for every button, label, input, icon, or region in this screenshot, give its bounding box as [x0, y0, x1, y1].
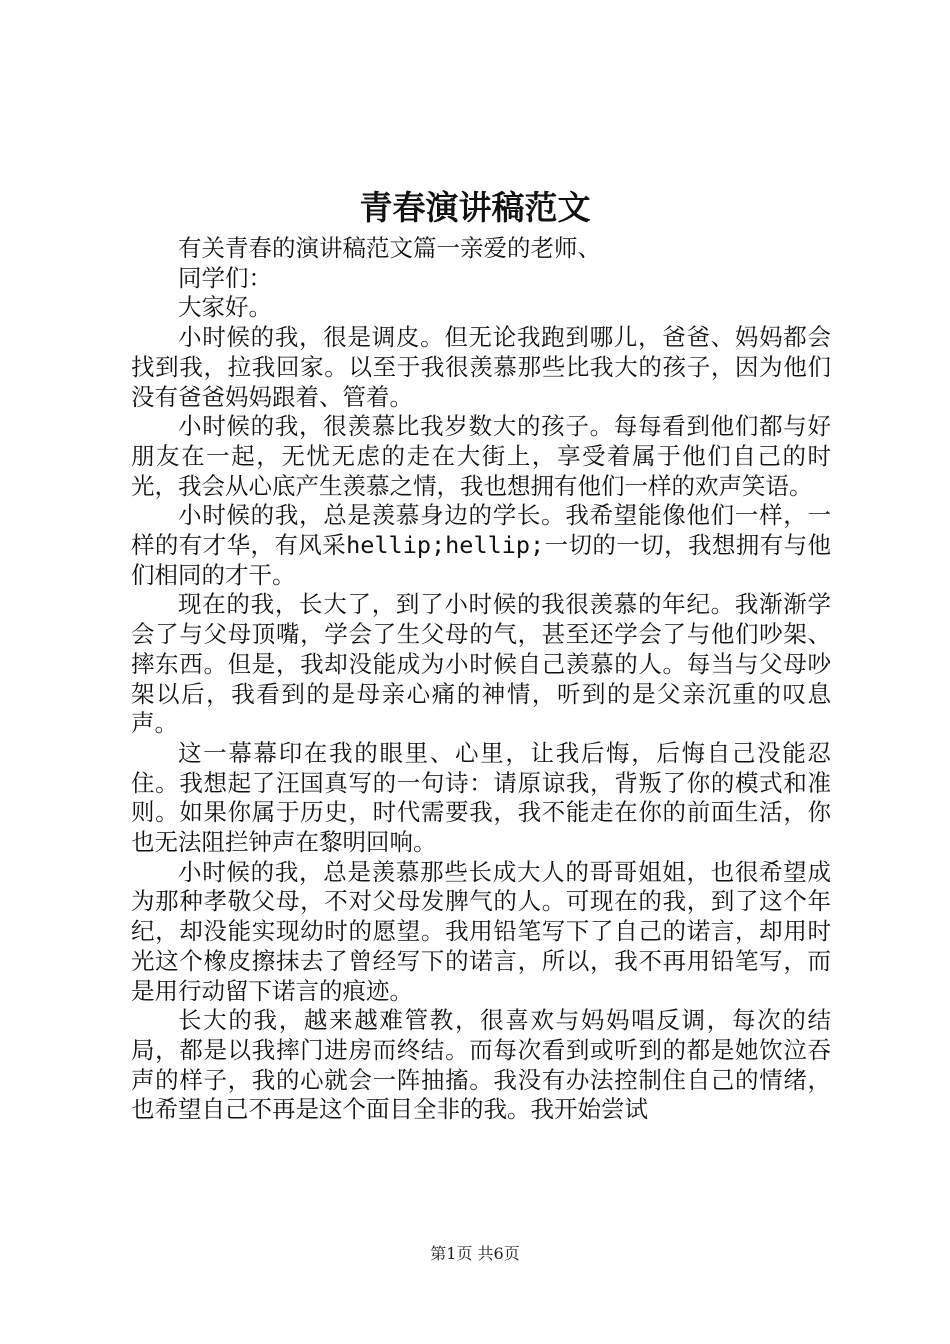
document-title: 青春演讲稿范文 — [359, 188, 591, 227]
paragraph: 这一幕幕印在我的眼里、心里，让我后悔，后悔自己没能忍住。我想起了汪国真写的一句诗：请原谅我，背叛了你的模式和准则。如果你属于历史，时代需要我，我不能走在你的前面生活，你也无法阻拦钟声在黎明回响。 — [131, 738, 831, 857]
paragraph: 现在的我，长大了，到了小时候的我很羡慕的年纪。我渐渐学会了与父母顶嘴，学会了生父母的气，甚至还学会了与他们吵架、摔东西。但是，我却没能成为小时候自己羡慕的人。每当与父母吵架以后，我看到的是母亲心痛的神情，听到的是父亲沉重的叹息声。 — [131, 590, 831, 738]
paragraph: 小时候的我，很是调皮。但无论我跑到哪儿，爸爸、妈妈都会找到我，拉我回家。以至于我很羡慕那些比我大的孩子，因为他们没有爸爸妈妈跟着、管着。 — [131, 323, 831, 411]
paragraph: 小时候的我，总是羡慕身边的学长。我希望能像他们一样，一样的有才华，有风采hellip;hellip;一切的一切，我想拥有与他们相同的才干。 — [131, 501, 831, 589]
page-number-footer: 第1页 共6页 — [430, 1244, 520, 1263]
paragraph: 小时候的我，很羡慕比我岁数大的孩子。每每看到他们都与好朋友在一起，无忧无虑的走在大街上，享受着属于他们自己的时光，我会从心底产生羡慕之情，我也想拥有他们一样的欢声笑语。 — [131, 412, 831, 500]
document-body — [131, 234, 831, 1125]
paragraph: 同学们： — [178, 263, 272, 292]
paragraph: 长大的我，越来越难管教，很喜欢与妈妈唱反调，每次的结局，都是以我摔门进房而终结。而每次看到或听到的都是她饮泣吞声的样子，我的心就会一阵抽搐。我没有办法控制住自己的情绪，也希望自己不再是这个面目全非的我。我开始尝试 — [131, 1006, 831, 1124]
paragraph: 大家好。 — [178, 293, 272, 322]
paragraph: 小时候的我，总是羡慕那些长成大人的哥哥姐姐，也很希望成为那种孝敬父母，不对父母发脾气的人。可现在的我，到了这个年纪，却没能实现幼时的愿望。我用铅笔写下了自己的诺言，却用时光这个橡皮擦抹去了曾经写下的诺言，所以，我不再用铅笔写，而是用行动留下诺言的痕迹。 — [131, 857, 831, 1005]
paragraph: 有关青春的演讲稿范文篇一亲爱的老师、 — [178, 234, 601, 262]
